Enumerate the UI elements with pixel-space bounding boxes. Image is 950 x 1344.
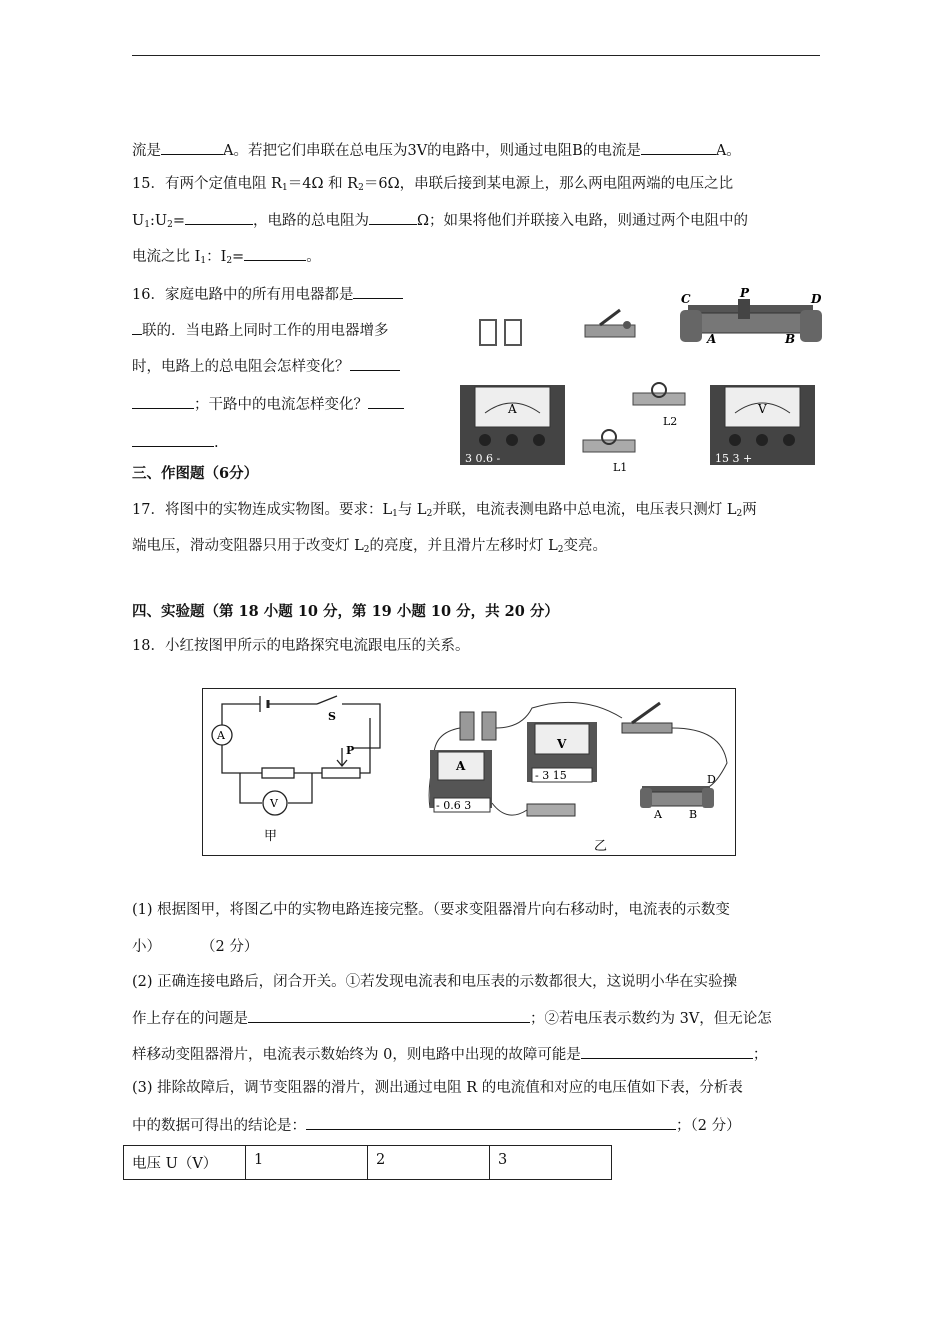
q16-components-figure [455,285,825,475]
section-4-heading: 四、实验题（第 18 小题 10 分，第 19 小题 10 分，共 20 分） [132,603,559,620]
yi-ammeter-terminals: - 0.6 3 [436,799,472,812]
q15-line-2: $U_1:U_2=$ ，电路的总电阻为 Ω；如果将他们并联接入电路，则通过两个电阻中的 [132,210,748,235]
yi-rheostat-a: A [654,808,662,821]
ammeter [460,385,565,465]
schematic-switch-label: S [328,710,336,723]
knife-switch [585,310,635,337]
table-cell: 3 [490,1146,612,1180]
lamp-l2 [633,383,685,428]
yi-ammeter-letter: A [456,759,466,773]
rheostat-label-p: P [740,286,750,300]
q18-p2-line-1: (2) 正确连接电路后，闭合开关。①若发现电流表和电压表的示数都很大，这说明小华在实验操 [132,974,738,990]
table-row [124,1146,612,1180]
q16-line-2: 联的．当电路上同时工作的用电器增多 [132,320,389,341]
q16-line-5: . [132,432,219,453]
table-cell: 1 [246,1146,368,1180]
q15-line-3: 电流之比 $I_1$：$I_2=$ 。 [132,246,321,271]
figure-yi-caption: 乙 [594,838,608,853]
lamp-l1-label: L1 [613,461,628,474]
lamp-l2-label: L2 [663,415,678,428]
q18-circuit-figure [202,688,736,856]
voltage-table [123,1145,612,1180]
q18-p2-line-3: 样移动变阻器滑片，电流表示数始终为 0，则电路中出现的故障可能是 ； [132,1044,767,1065]
q17-line-1: 17．将图中的实物连成实物图。要求：$L_1$与 $L_2$并联，电流表测电路中总电流，电压表只测灯 $L_2$两 [132,502,757,519]
q18-p3-line-2: 中的数据可得出的结论是： ；（2 分） [132,1115,741,1136]
schematic-slider-label: P [346,744,355,757]
q18-intro: 18．小红按图甲所示的电路探究电流跟电压的关系。 [132,638,470,654]
voltmeter-terminals: 15 3 + [715,452,753,465]
rheostat-label-d: D [811,292,822,306]
rheostat-label-b: B [785,332,796,346]
q14-line: 流是 A。若把它们串联在总电压为3V的电路中，则通过电阻B的电流是 A。 [132,140,741,161]
ammeter-terminals: 3 0.6 - [465,452,501,465]
yi-voltmeter-terminals: - 3 15 [535,769,567,782]
yi-rheostat-b: B [689,808,698,821]
q18-p1-line-2: 小） （2 分） [132,939,259,955]
table-cell: 2 [368,1146,490,1180]
q18-p3-line-1: (3) 排除故障后，调节变阻器的滑片，测出通过电阻 R 的电流值和对应的电压值如下表，分析表 [132,1080,743,1096]
figure-jia-caption: 甲 [264,828,278,843]
q16-line-4: ；干路中的电流怎样变化？ [132,394,404,415]
table-header-cell: 电压 U（V） [124,1146,246,1180]
q15-line-1: 15．有两个定值电阻 $R_1=4\Omega$ 和 $R_2=6\Omega$，串联后接到某电源上，那么两电阻两端的电压之比 [132,176,734,193]
section-3-heading: 三、作图题（6分） [132,465,259,482]
q18-p2-line-2: 作上存在的问题是 ；②若电压表示数约为 3V，但无论怎 [132,1008,772,1029]
battery-cells [480,320,521,345]
yi-rheostat-d: D [707,773,716,786]
lamp-l1 [583,430,635,474]
rheostat-label-a: A [707,332,717,346]
schematic-voltmeter-label: V [270,797,278,810]
q16-line-1: 16．家庭电路中的所有用电器都是 [132,284,403,305]
q17-line-2: 端电压，滑动变阻器只用于改变灯 $L_2$的亮度，并且滑片左移时灯 $L_2$变亮。 [132,538,607,555]
q18-p1-line-1: (1) 根据图甲，将图乙中的实物电路连接完整。（要求变阻器滑片向右移动时，电流表的示数变 [132,902,730,918]
rheostat-label-c: C [681,292,691,306]
rheostat [680,286,822,346]
header-rule [132,55,820,56]
voltmeter [710,385,815,465]
yi-voltmeter-letter: V [557,737,567,751]
ammeter-letter: A [508,402,517,416]
q16-line-3: 时，电路上的总电阻会怎样变化？ [132,356,400,377]
schematic-ammeter-label: A [217,729,225,742]
voltmeter-letter: V [758,402,767,416]
